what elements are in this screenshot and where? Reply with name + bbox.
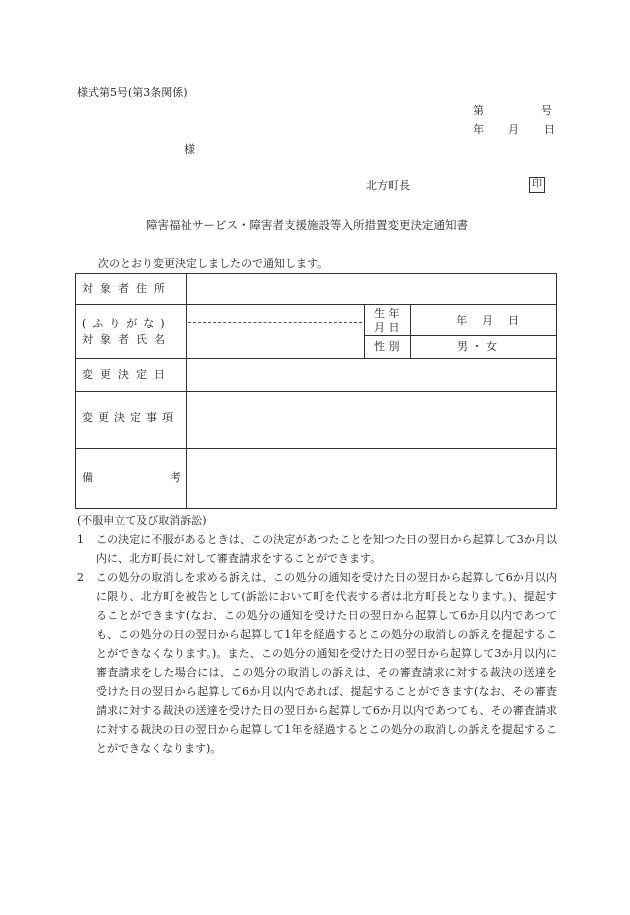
sex-label: 性 別 [374,340,400,353]
table-rule [76,448,556,449]
note-item [77,568,557,758]
change-date-label: 変更決定日 [82,368,172,381]
table-rule [76,391,556,392]
birth-label-line2: 月 日 [374,321,400,334]
birth-label-line1: 生 年 [374,307,400,320]
note-item [77,530,557,568]
table-rule [76,304,556,305]
date-month-label: 月 [508,123,519,136]
table-rule [410,304,411,358]
document-number-label: 第 [473,104,484,117]
form-number: 様式第5号(第3条関係) [77,86,188,99]
change-items-label: 変更決定事項 [82,411,178,424]
name-label: 対象者氏名 [82,333,172,346]
note-number: 2 [77,571,84,584]
remarks-label-left: 備 [82,471,93,484]
table-rule [76,358,556,359]
note-text: この処分の取消しを求める訴えは、この処分の通知を受けた日の翌日から起算して6か月以内に限り、北方町を被告として(訴訟において町を代表する者は北方町長となります。)、提起することができます(なお、この処分の通知を受けた日の翌日から起算して6か月以内であつても、この処分の日の翌日から起算して1年を経過するとこの処分の取消しの訴えを提起することができなくなります。)。また、この処分の通知を受けた日の翌日から起算して3か月以内に審査請求をした場合には、この処分の取消しの訴えは、その審査請求に対する裁決の送達を受けた日の翌日から起算して6か月以内であれば、提起することができます(なお、その審査請求に対する裁決の送達を受けた日の翌日から起算して6か月以内であつても、その審査請求に対する裁決の日の翌日から起算して1年を経過するとこの処分の取消しの訴えを提起することができなくなります)。 [96,571,557,755]
furigana-label: (ふりがな) [82,317,171,330]
note-text: この決定に不服があるときは、この決定があつたことを知つた日の翌日から起算して3か月以内に、北方町長に対して審査請求をすることができます。 [96,533,557,565]
issuer-name: 北方町長 [366,179,410,192]
intro-text: 次のとおり変更決定しましたので通知します。 [98,257,329,270]
date-day-label: 日 [544,123,555,136]
date-year-label: 年 [473,123,484,136]
addressee-suffix: 様 [184,143,195,156]
document-title: 障害福祉サービス・障害者支援施設等入所措置変更決定通知書 [146,218,468,232]
sex-value: 男 ・ 女 [457,340,497,353]
remarks-label-right: 考 [170,471,181,484]
seal-mark: 印 [529,177,545,193]
birth-date-value: 年 月 日 [456,314,521,327]
table-rule [364,335,556,336]
table-rule [364,304,365,358]
notes-heading: (不服申立て及び取消訴訟) [77,514,207,527]
notice-form-table [75,273,557,509]
address-label: 対象者住所 [82,282,172,295]
furigana-separator [188,322,362,323]
table-rule [186,274,187,508]
note-number: 1 [77,533,84,546]
document-number-suffix: 号 [541,104,552,117]
